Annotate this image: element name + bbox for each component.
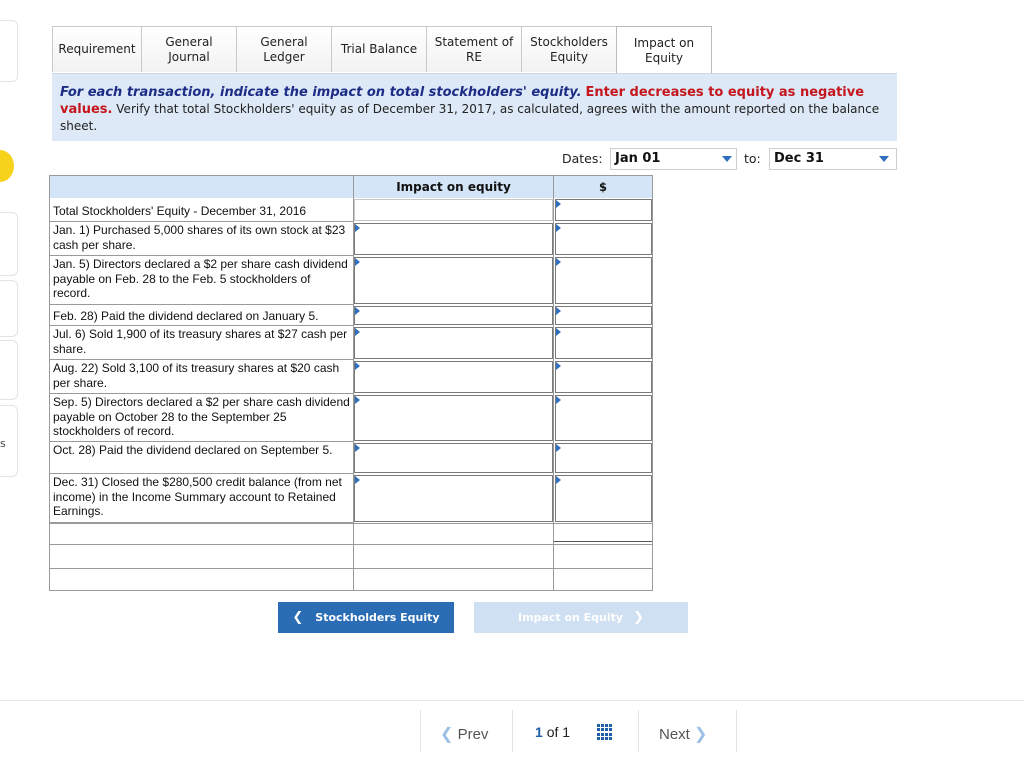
pager-separator [512,710,513,752]
row-description: Dec. 31) Closed the $280,500 credit balance (from net income) in the Income Summary account to Retained Earnings. [50,474,353,523]
dates-label: Dates: [562,151,603,166]
row-divider [50,523,652,524]
table-row [50,305,652,326]
tab-requirement[interactable]: Requirement [52,26,142,72]
table-row [50,256,652,305]
row-divider [50,544,652,545]
table-header-currency: $ [554,176,652,198]
instruction-main: For each transaction, indicate the impact on total stockholders' equity. [60,85,582,100]
table-row [50,222,652,256]
forward-impact-on-equity-button[interactable] [474,602,688,633]
amount-input[interactable] [555,306,652,325]
pager-separator [736,710,737,752]
amount-input[interactable] [555,361,652,393]
instruction-detail: Verify that total Stockholders' equity as of December 31, 2017, as calculated, agrees with the amount reported on the balance sheet. [60,102,880,133]
current-page: 1 [535,724,543,740]
amount-input[interactable] [555,475,652,522]
prev-page-button[interactable] [440,724,488,744]
pager-divider [0,700,1024,701]
date-to-value: Dec 31 [774,151,824,166]
row-description: Jan. 5) Directors declared a $2 per share cash dividend payable on Feb. 28 to the Feb. 5 stockholders of record. [50,256,353,305]
row-divider [50,568,652,569]
row-description: Total Stockholders' Equity - December 31, 2016 [50,198,353,222]
row-description: Aug. 22) Sold 3,100 of its treasury shares at $20 cash per share. [50,360,353,394]
dates-to-label: to: [744,151,761,166]
side-card [0,280,18,337]
status-dot [0,150,14,182]
page-indicator [535,724,570,740]
impact-table [49,175,653,591]
impact-input[interactable] [354,223,553,255]
table-header-impact: Impact on equity [354,176,553,198]
tab-general-ledger[interactable]: General Ledger [236,26,332,72]
impact-input[interactable] [354,395,553,441]
forward-button-label: Impact on Equity [517,611,624,624]
tab-stockholders-equity[interactable]: Stockholders Equity [521,26,617,72]
date-from-value: Jan 01 [615,151,661,166]
amount-input[interactable] [555,257,652,304]
date-from-select[interactable] [610,148,737,170]
table-row [50,442,652,474]
grid-icon[interactable] [597,724,613,740]
row-description: Oct. 28) Paid the dividend declared on September 5. [50,442,353,474]
row-description: Feb. 28) Paid the dividend declared on January 5. [50,305,353,326]
table-row [50,326,652,360]
side-text: s [0,437,6,450]
next-page-button[interactable] [659,724,707,744]
tab-impact-on-equity[interactable]: Impact on Equity [616,26,712,74]
chevron-down-icon[interactable] [722,156,732,162]
impact-input[interactable] [354,306,553,325]
row-description: Sep. 5) Directors declared a $2 per share cash dividend payable on October 28 to the September 25 stockholders of record. [50,394,353,442]
amount-input[interactable] [555,395,652,441]
amount-input[interactable] [555,223,652,255]
impact-input[interactable] [354,443,553,473]
page-total: of 1 [546,724,571,740]
back-button-label: Stockholders Equity [315,611,440,624]
impact-input[interactable] [354,199,553,221]
row-description: Jul. 6) Sold 1,900 of its treasury shares at $27 cash per share. [50,326,353,360]
chevron-right-icon: ❯ [694,726,708,743]
impact-input[interactable] [354,361,553,393]
tab-trial-balance[interactable]: Trial Balance [331,26,427,72]
impact-input[interactable] [354,475,553,522]
amount-input[interactable] [555,443,652,473]
pager-separator [638,710,639,752]
tab-bar [52,26,711,74]
amount-input[interactable] [555,199,652,221]
tab-general-journal[interactable]: General Journal [141,26,237,72]
chevron-right-icon: ❯ [633,610,644,625]
back-stockholders-equity-button[interactable] [278,602,454,633]
table-row [50,198,652,222]
side-card [0,20,18,82]
total-underline [554,541,652,542]
table-row [50,360,652,394]
impact-input[interactable] [354,257,553,304]
side-card [0,212,18,276]
chevron-left-icon: ❮ [440,726,454,743]
chevron-down-icon[interactable] [879,156,889,162]
side-card [0,340,18,400]
amount-input[interactable] [555,327,652,359]
date-to-select[interactable] [769,148,897,170]
instruction-warning: Enter decreases to equity as negative values. [60,85,865,117]
impact-input[interactable] [354,327,553,359]
tab-statement-of-re[interactable]: Statement of RE [426,26,522,72]
table-row [50,394,652,442]
table-header-desc [50,176,353,198]
prev-label: Prev [457,726,489,743]
table-row [50,474,652,523]
pager-separator [420,710,421,752]
row-description: Jan. 1) Purchased 5,000 shares of its own stock at $23 cash per share. [50,222,353,256]
instruction-box [52,73,897,141]
chevron-left-icon: ❮ [292,610,304,625]
next-label: Next [659,726,690,743]
